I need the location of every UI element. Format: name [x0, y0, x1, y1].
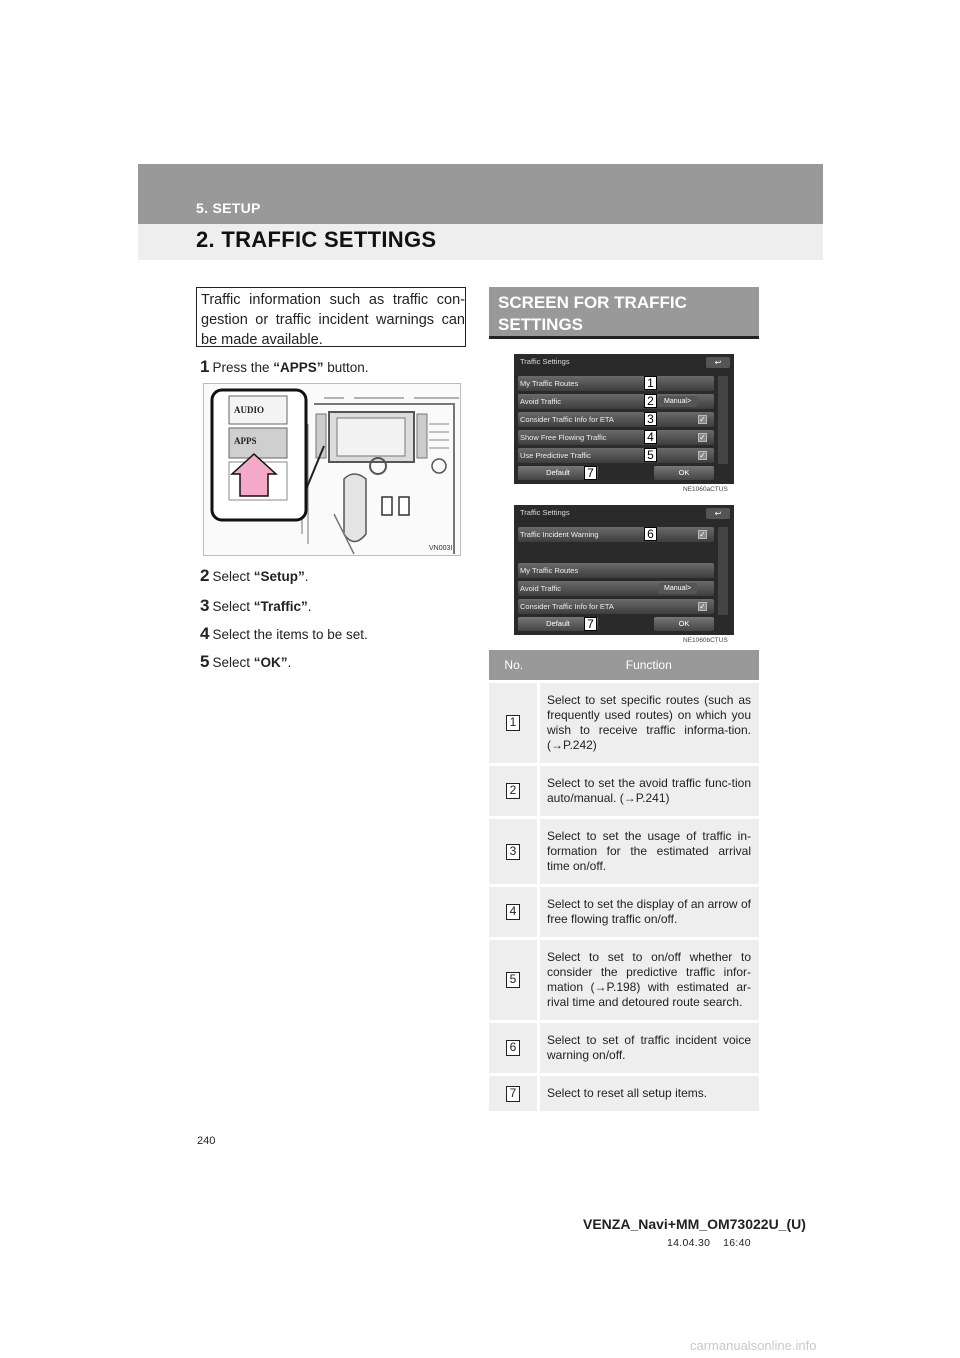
row-function: Select to set the display of an arrow of free flowing traffic on/off.: [539, 886, 760, 939]
row-use-predictive[interactable]: [518, 448, 714, 463]
row-consider-traffic-eta[interactable]: [518, 599, 714, 614]
document-timestamp: 14.04.30 16:40: [667, 1237, 751, 1249]
row-number: 2: [506, 783, 520, 799]
callout-3: 3: [644, 412, 657, 426]
screen-2-code: NE1060bCTUS: [683, 637, 728, 644]
row-label: Use Predictive Traffic: [520, 451, 591, 460]
row-label: Consider Traffic Info for ETA: [520, 602, 614, 611]
callout-7: 7: [584, 466, 597, 480]
step-text-end: button.: [323, 360, 369, 375]
step-number: 3: [200, 596, 210, 615]
row-function: Select to set specific routes (such as frequently used routes) on which you wish to receive traffic informa-tion. (→P.242): [539, 682, 760, 765]
step-keyword: “Setup”: [253, 569, 305, 584]
back-icon[interactable]: ↩: [706, 357, 730, 368]
checkbox-icon[interactable]: ✓: [699, 530, 706, 539]
step-1: [200, 357, 369, 377]
illustration-code: VN003I: [429, 545, 453, 552]
table-row: [489, 886, 759, 939]
step-4: [200, 624, 368, 644]
row-my-traffic-routes[interactable]: [518, 376, 714, 391]
step-text: Select: [212, 599, 254, 614]
intro-text: Traffic information such as traffic con-gestion or traffic incident warnings can be made available.: [201, 292, 465, 348]
step-text: Select the items to be set.: [212, 627, 368, 642]
step-text: Select: [212, 569, 254, 584]
row-number: 6: [506, 1040, 520, 1056]
row-function: Select to set of traffic incident voice warning on/off.: [539, 1022, 760, 1075]
callout-2: 2: [644, 394, 657, 408]
step-text: Select: [212, 655, 254, 670]
ok-button[interactable]: OK: [654, 466, 714, 480]
section-title: SCREEN FOR TRAFFIC SETTINGS: [498, 293, 687, 334]
callout-5: 5: [644, 448, 657, 462]
row-number: 4: [506, 904, 520, 920]
audio-button-label: AUDIO: [234, 405, 265, 415]
checkbox-icon[interactable]: ✓: [699, 433, 706, 442]
table-header-row: [489, 650, 759, 682]
table-row: [489, 818, 759, 886]
step-text-end: .: [307, 599, 312, 614]
row-number: 7: [506, 1086, 520, 1102]
table-row: [489, 765, 759, 818]
row-traffic-incident-warning[interactable]: [518, 527, 714, 542]
scrollbar[interactable]: [718, 527, 728, 615]
header-no: No.: [489, 650, 539, 682]
step-number: 4: [200, 624, 210, 643]
step-keyword: “APPS”: [273, 360, 324, 375]
page-title: 2. TRAFFIC SETTINGS: [196, 227, 437, 252]
row-consider-traffic-eta[interactable]: [518, 412, 714, 427]
row-label: Avoid Traffic: [520, 584, 561, 593]
header-function: Function: [539, 650, 760, 682]
table-row: [489, 939, 759, 1022]
step-number: 5: [200, 652, 210, 671]
traffic-settings-screen-1: [514, 354, 734, 484]
screen-title: Traffic Settings: [520, 357, 570, 366]
row-show-free-flowing[interactable]: [518, 430, 714, 445]
row-number: 5: [506, 972, 520, 988]
step-2: [200, 566, 309, 586]
traffic-settings-screen-2: [514, 505, 734, 635]
function-table: [489, 650, 759, 1111]
row-value: Manual>: [658, 396, 697, 407]
step-number: 2: [200, 566, 210, 585]
row-label: Traffic Incident Warning: [520, 530, 599, 539]
row-number: 3: [506, 844, 520, 860]
document-code: VENZA_Navi+MM_OM73022U_(U): [583, 1216, 806, 1232]
dashboard-drawing: [204, 384, 461, 556]
default-button[interactable]: Default: [518, 466, 598, 480]
row-function: Select to set to on/off whether to consider the predictive traffic infor-mation (→P.198) with estimated ar-rival time and detoured route search.: [539, 939, 760, 1022]
row-label: Consider Traffic Info for ETA: [520, 415, 614, 424]
row-label: Avoid Traffic: [520, 397, 561, 406]
screen-title: Traffic Settings: [520, 508, 570, 517]
checkbox-icon[interactable]: ✓: [699, 451, 706, 460]
table-row: [489, 1022, 759, 1075]
apps-button-illustration: [203, 383, 461, 556]
section-label: 5. SETUP: [196, 200, 261, 216]
apps-button-label: APPS: [234, 436, 257, 446]
checkbox-icon[interactable]: ✓: [699, 602, 706, 611]
row-avoid-traffic[interactable]: [518, 581, 714, 596]
step-text-end: .: [287, 655, 292, 670]
ok-button[interactable]: OK: [654, 617, 714, 631]
callout-7: 7: [584, 617, 597, 631]
table-row: [489, 682, 759, 765]
step-text-end: .: [304, 569, 309, 584]
default-button[interactable]: Default: [518, 617, 598, 631]
callout-4: 4: [644, 430, 657, 444]
row-value: Manual>: [658, 583, 697, 594]
row-function: Select to set the usage of traffic in-formation for the estimated arrival time on/off.: [539, 818, 760, 886]
watermark: carmanualsonline.info: [690, 1338, 817, 1353]
table-row: [489, 1075, 759, 1112]
row-label: My Traffic Routes: [520, 379, 579, 388]
row-number: 1: [506, 715, 520, 731]
scrollbar[interactable]: [718, 376, 728, 464]
step-keyword: “Traffic”: [253, 599, 308, 614]
step-5: [200, 652, 291, 672]
checkbox-icon[interactable]: ✓: [699, 415, 706, 424]
row-function: Select to reset all setup items.: [539, 1075, 760, 1112]
row-label: Show Free Flowing Traffic: [520, 433, 607, 442]
callout-1: 1: [644, 376, 657, 390]
step-text: Press the: [212, 360, 274, 375]
intro-box: [196, 287, 466, 347]
page-number: 240: [197, 1135, 216, 1147]
row-my-traffic-routes[interactable]: [518, 563, 714, 578]
callout-6: 6: [644, 527, 657, 541]
row-avoid-traffic[interactable]: [518, 394, 714, 409]
row-function: Select to set the avoid traffic func-tion auto/manual. (→P.241): [539, 765, 760, 818]
back-icon[interactable]: ↩: [706, 508, 730, 519]
step-3: [200, 596, 312, 616]
screen-1-code: NE1060aCTUS: [683, 486, 728, 493]
step-keyword: “OK”: [253, 655, 288, 670]
step-number: 1: [200, 357, 210, 376]
row-label: My Traffic Routes: [520, 566, 579, 575]
